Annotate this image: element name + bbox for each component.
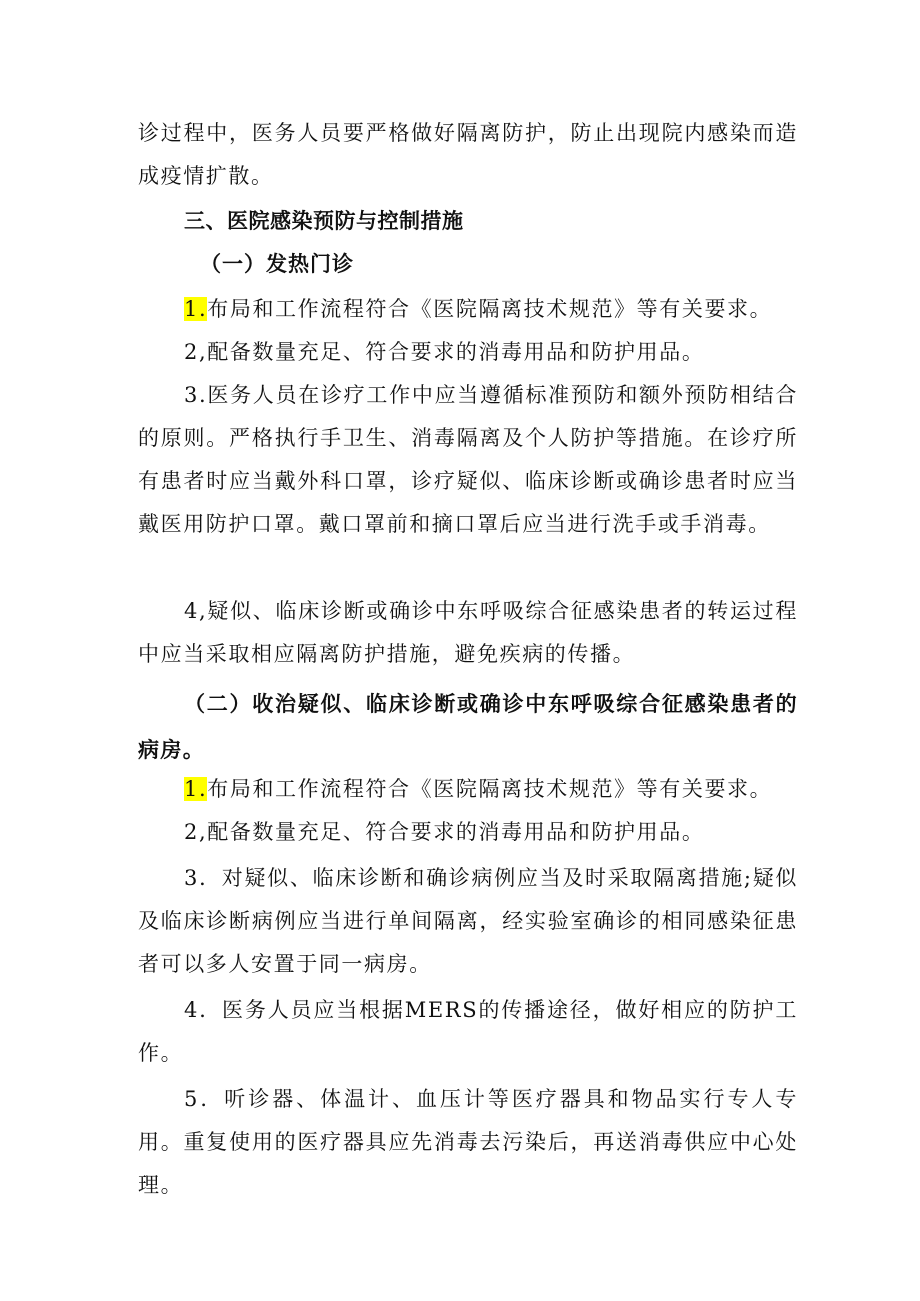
item-text: 4．医务人员应当根据MERS的传播途径，做好相应的防护工作。 bbox=[138, 998, 798, 1065]
item-text: 布局和工作流程符合《医院隔离技术规范》等有关要求。 bbox=[207, 297, 773, 321]
item-1-1 bbox=[138, 288, 798, 331]
item-2-4 bbox=[138, 989, 798, 1075]
item-text: 5．听诊器、体温计、血压计等医疗器具和物品实行专人专用。重复使用的医疗器具应先消毒去污染后，再送消毒供应中心处理。 bbox=[138, 1087, 798, 1197]
item-text: 3.医务人员在诊疗工作中应当遵循标准预防和额外预防相结合的原则。严格执行手卫生、消毒隔离及个人防护等措施。在诊疗所有患者时应当戴外科口罩，诊疗疑似、临床诊断或确诊患者时应当戴医用防护口罩。戴口罩前和摘口罩后应当进行洗手或手消毒。 bbox=[138, 383, 798, 536]
item-text: 4,疑似、临床诊断或确诊中东呼吸综合征感染患者的转运过程中应当采取相应隔离防护措施，避免疾病的传播。 bbox=[138, 599, 798, 666]
section-heading-3 bbox=[184, 200, 798, 243]
item-text: 布局和工作流程符合《医院隔离技术规范》等有关要求。 bbox=[207, 777, 773, 801]
item-2-1 bbox=[138, 768, 798, 811]
subsection-heading-text: （二）收治疑似、临床诊断或确诊中东呼吸综合征感染患者的病房。 bbox=[138, 692, 798, 762]
item-1-2 bbox=[138, 331, 798, 374]
item-1-4 bbox=[138, 590, 798, 676]
subsection-heading-text: （一）发热门诊 bbox=[200, 252, 354, 276]
item-2-2 bbox=[138, 811, 798, 854]
section-heading-text: 三、医院感染预防与控制措施 bbox=[184, 209, 464, 233]
item-text: 2,配备数量充足、符合要求的消毒用品和防护用品。 bbox=[184, 340, 705, 364]
item-text: 3．对疑似、临床诊断和确诊病例应当及时采取隔离措施;疑似及临床诊断病例应当进行单间隔离，经实验室确诊的相同感染征患者可以多人安置于同一病房。 bbox=[138, 866, 798, 976]
subsection-heading-ward bbox=[138, 681, 798, 773]
highlighted-number: 1. bbox=[184, 297, 208, 321]
item-1-3 bbox=[138, 374, 798, 546]
paragraph-text: 诊过程中，医务人员要严格做好隔离防护，防止出现院内感染而造成疫情扩散。 bbox=[138, 121, 798, 188]
item-2-5 bbox=[138, 1078, 798, 1207]
item-text: 2,配备数量充足、符合要求的消毒用品和防护用品。 bbox=[184, 820, 705, 844]
subsection-heading-fever-clinic bbox=[200, 243, 798, 286]
item-2-3 bbox=[138, 857, 798, 986]
paragraph-continuation bbox=[138, 112, 798, 198]
highlighted-number: 1. bbox=[184, 777, 208, 801]
